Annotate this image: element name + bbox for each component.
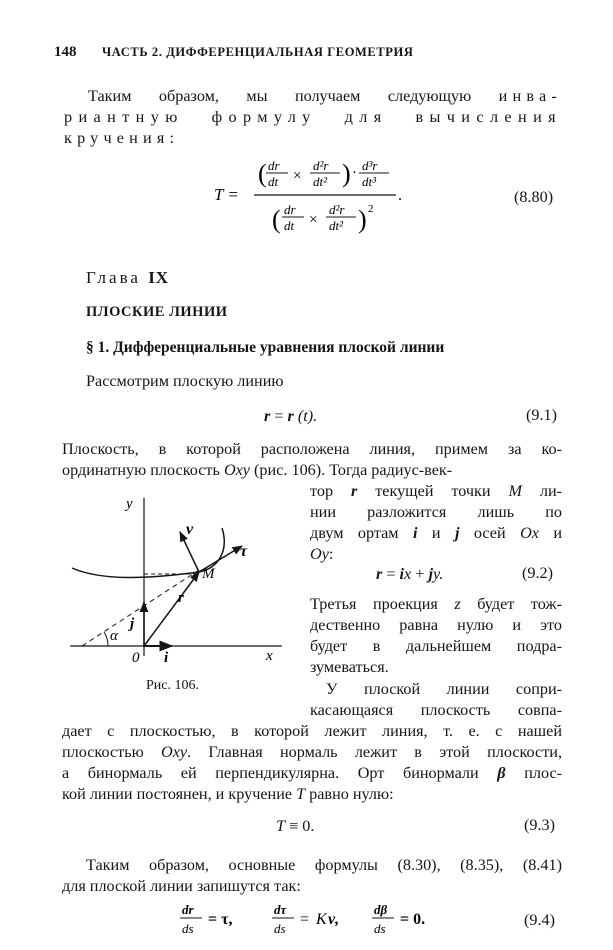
wrap2-line-2: дественно равна нулю и это [310, 616, 562, 634]
den-cross: × [309, 212, 318, 228]
chapter-title: ПЛОСКИЕ ЛИНИИ [86, 304, 228, 320]
label-nu: ν [186, 521, 194, 538]
label-x: x [266, 648, 273, 664]
wrap-line-3: двум ортам i и j осей Ox и [310, 524, 563, 542]
label-tau: τ [240, 543, 248, 560]
para2-line1: дает с плоскостью, в которой лежит линия, т. е. с нашей [62, 722, 562, 740]
angle-arc [104, 632, 108, 646]
para3-line2: для плоской линии запишутся так: [62, 877, 301, 895]
f1-rhs: = τ, [208, 911, 233, 928]
den-a: dr [284, 202, 296, 217]
num-c-den: dt³ [362, 174, 377, 189]
num-b: d²r [313, 158, 329, 173]
equation-9-2: r = ix + jy. [376, 565, 444, 583]
paren-right-num: ) [342, 159, 351, 188]
eq-number-8-80: (8.80) [514, 188, 554, 206]
equation-9-4 [172, 896, 472, 946]
paren-left-num: ( [258, 159, 267, 188]
num-c: d³r [362, 158, 378, 173]
intro-line-2: риантную формулу для вычисления [64, 108, 562, 126]
radius-vector-r [144, 572, 199, 646]
intro-line-1: Таким образом, мы получаем следующую инва- [88, 87, 562, 105]
para3-line1: Таким образом, основные формулы (8.30), (8.35), (8.41) [86, 856, 562, 874]
den-b: d²r [329, 202, 345, 217]
num-cross: × [293, 168, 302, 184]
figure-caption: Рис. 106. [146, 678, 199, 693]
para1-line2: ординатную плоскость Oxy (рис. 106). Тогда радиус-век- [62, 461, 453, 479]
label-i: i [164, 650, 169, 666]
page-number: 148 [54, 44, 77, 60]
num-a: dr [268, 158, 280, 173]
f3-den: ds [374, 921, 386, 936]
f2-eq: = [300, 911, 310, 928]
figure-106 [64, 490, 296, 672]
formula-lhs: T = [214, 185, 239, 204]
label-m: M [202, 566, 215, 582]
para1-line1: Плоскость, в которой расположена линия, примем за ко- [62, 440, 562, 458]
paren-left-den: ( [272, 205, 281, 234]
eq-number-9-3: (9.3) [524, 816, 556, 834]
para2-line3: а бинормаль ей перпендикулярна. Орт бинормали β плос- [62, 764, 563, 782]
paren-right-den: ) [358, 205, 367, 234]
label-y: y [126, 496, 133, 512]
num-a-den: dt [268, 174, 279, 189]
wrap-line-4: Oy: [310, 545, 334, 563]
f1-num: dr [182, 902, 194, 917]
num-b-den: dt² [313, 174, 328, 189]
running-head: ЧАСТЬ 2. ДИФФЕРЕНЦИАЛЬНАЯ ГЕОМЕТРИЯ [102, 45, 414, 59]
para2-line4: кой линии постоянен, и кручение T равно нулю: [62, 785, 394, 803]
equation-9-3: T ≡ 0. [276, 817, 315, 835]
f1-den: ds [182, 921, 194, 936]
den-b-den: dt² [329, 218, 344, 233]
num-dot: · [352, 165, 357, 181]
consider-text: Рассмотрим плоскую линию [86, 372, 284, 390]
wrap2-line-4: зумеваться. [310, 658, 389, 676]
den-square: 2 [368, 203, 374, 215]
section-title: § 1. Дифференциальные уравнения плоской линии [86, 339, 445, 356]
normal-vector-nu [180, 532, 199, 572]
eq-number-9-2: (9.2) [522, 564, 554, 582]
wrap-line-1: тор r текущей точки M ли- [310, 482, 563, 500]
f2-num: dτ [274, 902, 287, 917]
f3-rhs: = 0. [400, 911, 426, 928]
f2-den: ds [274, 921, 286, 936]
label-alpha: α [110, 628, 118, 644]
f2-nu: ν, [328, 911, 340, 928]
label-r: r [178, 590, 184, 606]
eq-number-9-1: (9.1) [526, 406, 558, 424]
eq-number-9-4: (9.4) [524, 911, 556, 929]
intro-line-3: кручения: [64, 129, 180, 147]
wrap2-line-6: касающаяся плоскость совпа- [310, 701, 562, 719]
chapter-heading: Глава IX [86, 268, 170, 287]
equation-9-1: r = r (t). [264, 407, 318, 425]
label-origin: 0 [132, 650, 140, 666]
f2-k: K [316, 911, 327, 928]
wrap2-line-1: Третья проекция z будет тож- [310, 595, 563, 613]
den-a-den: dt [284, 218, 295, 233]
f3-num: dβ [374, 902, 388, 917]
formula-8-80 [200, 150, 560, 240]
wrap2-line-5: У плоской линии сопри- [326, 680, 562, 698]
wrap-line-2: нии разложится лишь по [310, 503, 562, 521]
tangent-dashed-line [82, 570, 199, 646]
formula-end-dot: . [398, 187, 402, 204]
label-j: j [130, 616, 135, 632]
wrap2-line-3: будет в дальнейшем подра- [310, 637, 562, 655]
para2-line2: плоскостью Oxy. Главная нормаль лежит в этой плоскости, [62, 743, 563, 761]
running-header [54, 44, 574, 61]
